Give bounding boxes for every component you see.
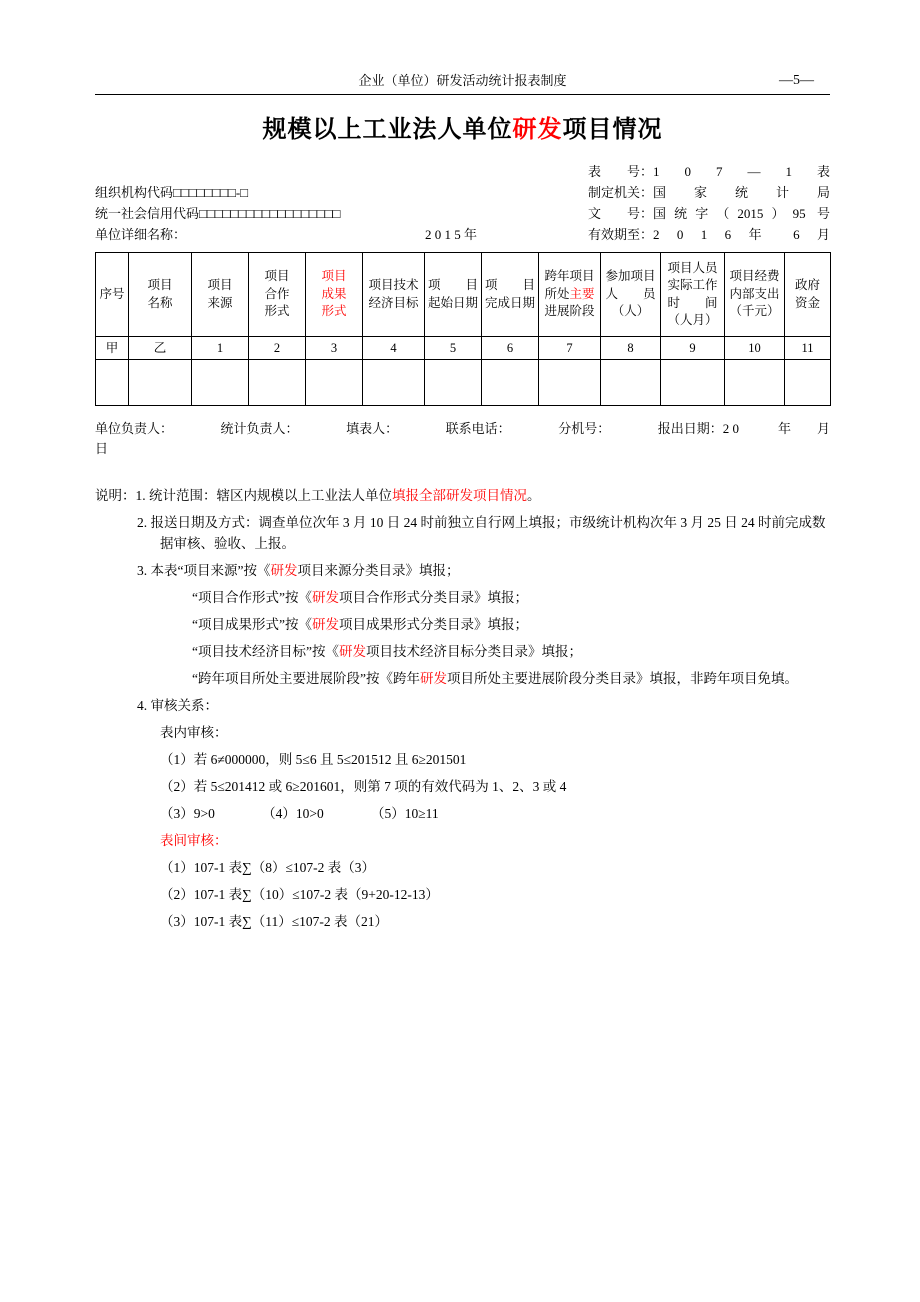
meta-field-value: 2 0 1 6 年 6 月 <box>653 227 830 242</box>
meta-field-value: 国 家 统 计 局 <box>653 185 830 200</box>
note-text: 研发 <box>270 563 298 578</box>
note-line-7 <box>95 668 830 689</box>
header-text: 项目 <box>264 269 290 284</box>
blank-cell-start-date <box>425 360 482 406</box>
header-text: 来源 <box>207 295 233 310</box>
signature-line-1 <box>95 419 830 439</box>
header-text: 起始日期 <box>427 295 478 310</box>
header-text: 内部支出 <box>729 286 780 301</box>
note-text: 2. 报送日期及方式：调查单位次年 3 月 10 日 24 时前独立自行网上填报；市级统计机构次年 3 月 25 日 24 时前完成数据审核、验收、上报。 <box>137 515 826 551</box>
table-blank-row <box>96 360 831 406</box>
page-number: —5— <box>779 73 814 88</box>
header-text: 项目 <box>321 269 347 284</box>
note-line-15 <box>95 884 830 905</box>
meta-field-label: 表 号： <box>588 164 654 179</box>
note-text: 项目来源分类目录》填报； <box>297 563 460 578</box>
blank-cell-participants <box>601 360 661 406</box>
col-header-seq <box>96 253 129 337</box>
header-text: 人 员 <box>605 286 656 301</box>
header-text: 形式 <box>264 304 290 319</box>
unit-name-label: 单位详细名称： <box>95 227 187 242</box>
blank-cell-project-source <box>192 360 249 406</box>
meta-field-row <box>588 161 830 182</box>
note-text: 研发 <box>419 671 447 686</box>
header-text: 参加项目 <box>605 269 656 284</box>
meta-field-row <box>588 224 830 245</box>
code-cell-seq: 甲 <box>96 337 129 360</box>
blank-cell-finish-date <box>482 360 539 406</box>
header-text: 资金 <box>794 295 820 310</box>
page-content <box>95 0 830 938</box>
code-cell-work-time: 9 <box>661 337 725 360</box>
note-text: 研发 <box>311 617 339 632</box>
note-text: （3）9>0 （4）10>0 （5）10≥11 <box>160 806 439 821</box>
blank-cell-cooperation-form <box>249 360 306 406</box>
col-header-cooperation-form <box>249 253 306 337</box>
header-text: 完成日期 <box>484 295 535 310</box>
note-line-14 <box>95 857 830 878</box>
meta-right-block <box>588 161 830 245</box>
note-text: 3. 本表“项目来源”按《 <box>137 563 271 578</box>
blank-cell-tech-economic-goal <box>363 360 425 406</box>
header-text: （人） <box>611 304 650 319</box>
blank-cell-seq <box>96 360 129 406</box>
report-year: 2 0 1 5 年 <box>425 227 478 242</box>
code-cell-achievement-form: 3 <box>306 337 363 360</box>
header-text: 所处 <box>544 286 570 301</box>
note-line-8 <box>95 695 830 716</box>
note-line-11 <box>95 776 830 797</box>
signature-field: 分机号： <box>558 421 611 436</box>
note-text: （3）107-1 表∑（11）≤107-2 表（21） <box>160 914 389 929</box>
credit-code-line: 统一社会信用代码□□□□□□□□□□□□□□□□□□ <box>95 206 341 221</box>
code-cell-project-name: 乙 <box>129 337 192 360</box>
note-text: （2）107-1 表∑（10）≤107-2 表（9+20-12-13） <box>160 887 439 902</box>
note-text: （2）若 5≤201412 或 6≥201601，则第 7 项的有效代码为 1、2、3 或 4 <box>160 779 567 794</box>
form-title-highlight: 研发 <box>512 117 563 143</box>
note-text: 项目成果形式分类目录》填报； <box>338 617 528 632</box>
note-text: “项目合作形式”按《 <box>192 590 312 605</box>
blank-cell-internal-expenditure <box>725 360 785 406</box>
col-header-start-date <box>425 253 482 337</box>
meta-field-value: 1 0 7 — 1 表 <box>653 164 830 179</box>
col-header-internal-expenditure <box>725 253 785 337</box>
meta-field-row <box>588 203 830 224</box>
note-text: 表间审核： <box>160 833 228 848</box>
signature-field: 报出日期：2 0 年 月 <box>657 421 830 436</box>
code-cell-project-source: 1 <box>192 337 249 360</box>
header-text: 合作 <box>264 286 290 301</box>
blank-cell-work-time <box>661 360 725 406</box>
code-cell-cross-year-stage: 7 <box>539 337 601 360</box>
meta-field-label: 制定机关： <box>588 185 654 200</box>
header-text: 名称 <box>147 295 173 310</box>
col-header-project-source <box>192 253 249 337</box>
header-text: 项目 <box>207 278 233 292</box>
blank-cell-project-name <box>129 360 192 406</box>
table-header-row <box>96 253 831 337</box>
header-text: 项 目 <box>484 278 535 292</box>
meta-field-label: 有效期至： <box>588 227 654 242</box>
signature-field: 统计负责人： <box>220 421 299 436</box>
header-text: 时 间 <box>667 295 718 310</box>
signature-row <box>95 419 830 459</box>
col-header-achievement-form <box>306 253 363 337</box>
report-system-title: 企业（单位）研发活动统计报表制度 <box>358 73 567 88</box>
running-header <box>95 72 830 95</box>
table-code-row <box>96 337 831 360</box>
note-line-2 <box>95 512 830 554</box>
header-text: 项目技术 <box>368 278 419 292</box>
header-text: 形式 <box>321 304 347 319</box>
col-header-project-name <box>129 253 192 337</box>
note-text: 填报全部研发项目情况 <box>392 488 527 503</box>
note-text: 表内审核： <box>160 725 228 740</box>
note-line-6 <box>95 641 830 662</box>
note-text: 项目合作形式分类目录》填报； <box>338 590 528 605</box>
meta-field-value: 国统字（2015）95 号 <box>653 206 830 221</box>
blank-cell-achievement-form <box>306 360 363 406</box>
blank-cell-cross-year-stage <box>539 360 601 406</box>
note-text: 研发 <box>338 644 366 659</box>
note-text: “跨年项目所处主要进展阶段”按《跨年 <box>192 671 420 686</box>
projects-table <box>95 252 831 406</box>
header-text: 政府 <box>794 278 820 292</box>
col-header-finish-date <box>482 253 539 337</box>
note-text: 研发 <box>311 590 339 605</box>
note-text: （1）107-1 表∑（8）≤107-2 表（3） <box>160 860 376 875</box>
note-line-1 <box>95 485 830 506</box>
note-line-16 <box>95 911 830 932</box>
header-text: 主要 <box>569 286 595 301</box>
notes-section <box>95 485 830 932</box>
meta-field-row <box>588 182 830 203</box>
signature-line-2: 日 <box>95 441 109 456</box>
header-text: 进展阶段 <box>544 304 595 319</box>
note-text: 4. 审核关系： <box>137 698 218 713</box>
header-text: 跨年项目 <box>544 269 595 284</box>
blank-cell-gov-fund <box>785 360 831 406</box>
col-header-tech-economic-goal <box>363 253 425 337</box>
note-text: 说明：1. 统计范围：辖区内规模以上工业法人单位 <box>95 488 392 503</box>
header-text: 项目人员 <box>667 260 718 275</box>
code-cell-start-date: 5 <box>425 337 482 360</box>
header-text: 成果 <box>321 286 347 301</box>
col-header-gov-fund <box>785 253 831 337</box>
form-title <box>95 113 830 147</box>
note-text: （1）若 6≠000000，则 5≤6 且 5≤201512 且 6≥201501 <box>160 752 467 767</box>
org-code-line: 组织机构代码□□□□□□□□-□ <box>95 185 248 200</box>
header-text: 项目 <box>147 278 173 292</box>
header-text: 经济目标 <box>368 295 419 310</box>
header-text: 项 目 <box>427 278 478 292</box>
note-line-12 <box>95 803 830 824</box>
meta-left-block <box>95 182 340 245</box>
note-text: “项目成果形式”按《 <box>192 617 312 632</box>
signature-field: 联系电话： <box>445 421 511 436</box>
note-line-10 <box>95 749 830 770</box>
note-text: “项目技术经济目标”按《 <box>192 644 339 659</box>
note-line-9 <box>95 722 830 743</box>
code-cell-gov-fund: 11 <box>785 337 831 360</box>
col-header-participants <box>601 253 661 337</box>
header-text: 项目经费 <box>729 269 780 284</box>
code-cell-cooperation-form: 2 <box>249 337 306 360</box>
col-header-work-time <box>661 253 725 337</box>
form-title-pre: 规模以上工业法人单位 <box>262 117 513 143</box>
code-cell-tech-economic-goal: 4 <box>363 337 425 360</box>
note-text: 。 <box>527 488 541 503</box>
signature-field: 单位负责人： <box>95 421 174 436</box>
note-line-13 <box>95 830 830 851</box>
meta-field-label: 文 号： <box>588 206 654 221</box>
note-line-3 <box>95 560 830 581</box>
note-text: 项目技术经济目标分类目录》填报； <box>365 644 582 659</box>
form-meta <box>95 161 830 247</box>
note-text: 项目所处主要进展阶段分类目录》填报，非跨年项目免填。 <box>446 671 798 686</box>
form-title-post: 项目情况 <box>562 117 663 143</box>
signature-field: 填表人： <box>346 421 399 436</box>
header-text: 序号 <box>99 286 125 301</box>
header-text: （人月） <box>667 313 718 327</box>
code-cell-internal-expenditure: 10 <box>725 337 785 360</box>
code-cell-finish-date: 6 <box>482 337 539 360</box>
note-line-4 <box>95 587 830 608</box>
note-line-5 <box>95 614 830 635</box>
header-text: 实际工作 <box>667 278 718 292</box>
code-cell-participants: 8 <box>601 337 661 360</box>
col-header-cross-year-stage <box>539 253 601 337</box>
header-text: （千元） <box>729 304 780 319</box>
